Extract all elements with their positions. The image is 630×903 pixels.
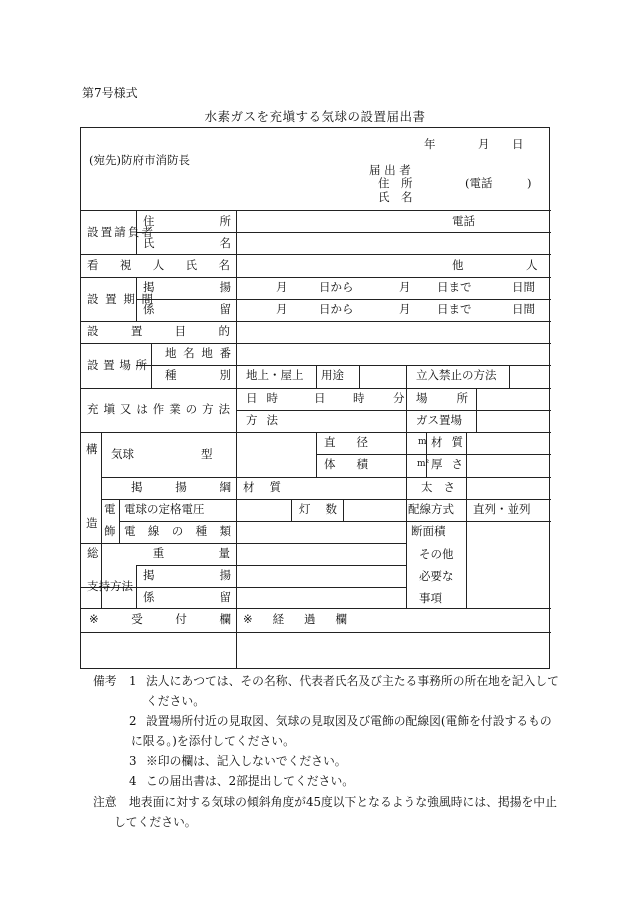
period-raise-days: 日間 bbox=[512, 280, 535, 294]
volume-label: 体 積 bbox=[324, 457, 368, 471]
period-moor-days: 日間 bbox=[512, 302, 535, 316]
note-1-number: 1 bbox=[129, 674, 137, 688]
notes-label: 備考 bbox=[93, 674, 117, 688]
cross-section-label: 断面積 bbox=[411, 524, 446, 538]
balloon-type-label: 型 bbox=[201, 447, 213, 461]
application-form-table bbox=[80, 127, 550, 669]
applicant-address-label: 住 所 bbox=[378, 176, 413, 190]
note-4-number: 4 bbox=[129, 774, 137, 788]
other-line3: 事項 bbox=[419, 591, 442, 605]
applicant-phone: (電話 ) bbox=[465, 176, 532, 190]
period-raise-month-to: 月 bbox=[399, 280, 411, 294]
period-raise-until: 日まで bbox=[437, 280, 472, 294]
period-moor-from: 日から bbox=[319, 302, 354, 316]
filling-label: 充 塡 又 は 作 業 の 方 法 bbox=[87, 402, 230, 416]
balloon-material-label: 材 質 bbox=[431, 435, 463, 449]
observer-count-unit: 人 bbox=[526, 258, 538, 272]
support-label: 支 持 方 法 bbox=[87, 579, 133, 593]
note-2-line1: 設置場所付近の見取図、気球の見取図及び電飾の配線図(電飾を付設するもの bbox=[146, 714, 552, 728]
location-address-label: 地 名 地 番 bbox=[165, 346, 231, 360]
other-line1: その他 bbox=[419, 547, 454, 561]
diameter-label: 直 径 bbox=[324, 435, 368, 449]
period-raise-from: 日から bbox=[319, 280, 354, 294]
note-3-number: 3 bbox=[129, 754, 137, 768]
period-label: 設 置 期 間 bbox=[87, 292, 153, 306]
weight-label: 総 重 量 bbox=[87, 546, 230, 560]
contractor-phone-label: 電話 bbox=[452, 214, 475, 228]
location-use-label: 用途 bbox=[321, 368, 344, 382]
caution-line2: してください。 bbox=[114, 815, 197, 829]
rope-label: 掲 揚 綱 bbox=[131, 480, 231, 494]
contractor-label: 設 置 請 負 者 bbox=[87, 225, 153, 239]
note-1-line1: 法人にあつては、その名称、代表者氏名及び主たる事務所の所在地を記入して bbox=[146, 674, 559, 688]
filling-minute: 分 bbox=[393, 391, 405, 405]
observer-others: 他 bbox=[452, 258, 464, 272]
period-moor-month-from: 月 bbox=[276, 302, 288, 316]
volume-unit: m² bbox=[417, 459, 430, 469]
decoration-label-2: 飾 bbox=[104, 524, 116, 538]
location-type-value: 地上・屋上 bbox=[246, 368, 304, 382]
support-raise-label: 掲 揚 bbox=[143, 568, 231, 582]
rope-material-label: 材 質 bbox=[243, 480, 281, 494]
note-4: この届出書は、2部提出してください。 bbox=[146, 774, 355, 788]
addressee: (宛先)防府市消防長 bbox=[89, 153, 190, 167]
progress-label: ※ 経 過 欄 bbox=[243, 612, 347, 626]
note-2-number: 2 bbox=[129, 714, 137, 728]
date-day: 日 bbox=[512, 137, 524, 151]
form-code: 第7号様式 bbox=[82, 86, 138, 100]
contractor-address-label: 住 所 bbox=[143, 214, 231, 228]
period-raise-month-from: 月 bbox=[276, 280, 288, 294]
other-line2: 必要な bbox=[419, 569, 454, 583]
location-type-label: 種 別 bbox=[165, 368, 231, 382]
caution-line1: 地表面に対する気球の傾斜角度が45度以下となるような強風時には、掲揚を中止 bbox=[129, 795, 557, 809]
note-3: ※印の欄は、記入しないでください。 bbox=[146, 754, 347, 768]
filling-datetime-label: 日 時 bbox=[246, 391, 278, 405]
date-month: 月 bbox=[478, 137, 490, 151]
wire-type-label: 電 線 の 種 類 bbox=[124, 524, 231, 538]
rope-thickness-label: 太 さ bbox=[421, 480, 455, 494]
period-moor-until: 日まで bbox=[437, 302, 472, 316]
filling-method-label: 方 法 bbox=[246, 413, 278, 427]
period-moor-label: 係 留 bbox=[143, 302, 231, 316]
filling-day: 日 bbox=[314, 391, 326, 405]
caution-label: 注意 bbox=[93, 795, 117, 809]
structure-label-2: 造 bbox=[86, 516, 98, 530]
applicant-label: 届 出 者 bbox=[369, 163, 411, 177]
note-1-line2: ください。 bbox=[146, 694, 205, 708]
filling-place-label: 場 所 bbox=[416, 391, 468, 405]
balloon-label: 気球 bbox=[111, 447, 134, 461]
support-moor-label: 係 留 bbox=[143, 590, 231, 604]
date-year: 年 bbox=[424, 137, 436, 151]
diameter-unit: m bbox=[418, 437, 427, 447]
voltage-label: 電球の定格電圧 bbox=[124, 502, 205, 516]
purpose-label: 設 置 目 的 bbox=[87, 324, 230, 338]
filling-hour: 時 bbox=[353, 391, 365, 405]
period-moor-month-to: 月 bbox=[399, 302, 411, 316]
contractor-name-label: 氏 名 bbox=[143, 236, 231, 250]
structure-label-1: 構 bbox=[86, 442, 98, 456]
wiring-label: 配線方式 bbox=[408, 502, 454, 516]
receipt-label: ※ 受 付 欄 bbox=[89, 612, 231, 626]
note-2-line2: に限る。)を添付してください。 bbox=[131, 734, 295, 748]
lamps-label: 灯 数 bbox=[299, 502, 337, 516]
document-title: 水素ガスを充塡する気球の設置届出書 bbox=[204, 109, 426, 124]
location-restrict-label: 立入禁止の方法 bbox=[416, 368, 497, 382]
location-label: 設 置 場 所 bbox=[87, 358, 147, 372]
applicant-name-label: 氏 名 bbox=[378, 190, 413, 204]
observer-label: 看 視 人 氏 名 bbox=[87, 258, 230, 272]
thickness-label: 厚 さ bbox=[431, 457, 463, 471]
wiring-value: 直列・並列 bbox=[473, 502, 531, 516]
period-raise-label: 掲 揚 bbox=[143, 280, 231, 294]
decoration-label-1: 電 bbox=[104, 502, 116, 516]
filling-gas-storage-label: ガス置場 bbox=[416, 413, 462, 427]
